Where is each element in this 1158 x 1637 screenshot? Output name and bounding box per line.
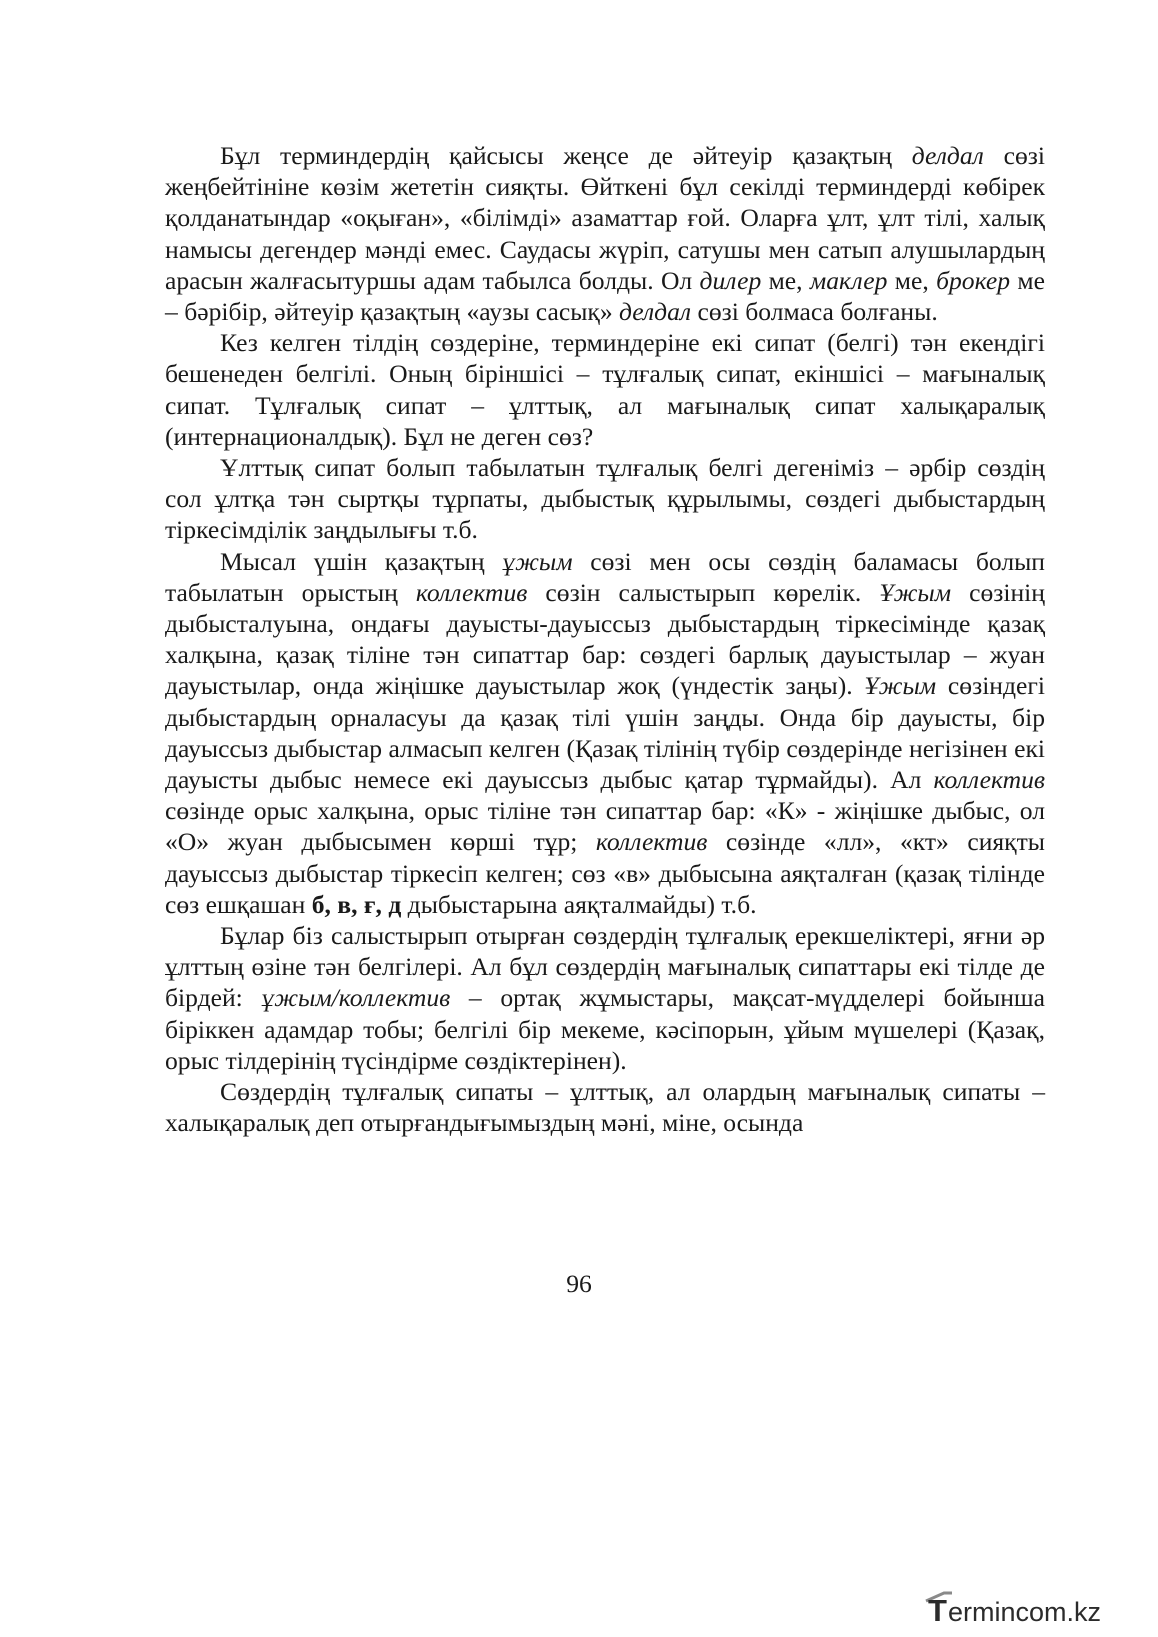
italic-term: маклер [809,265,888,295]
text-run: сөзі мен осы сөздің баламасы болып табылатын орыстың [165,546,1046,607]
paragraph [165,327,1045,452]
paragraph [165,1076,1045,1138]
text-run: сөзі болмаса болғаны. [691,297,938,327]
italic-term: ұжым/коллектив [261,983,451,1013]
svg-text:T: T [928,1593,947,1628]
paragraph [165,452,1045,546]
italic-term: дилер [699,265,762,295]
text-run: Бұл терминдердің қайсысы жеңсе де әйтеуір қазақтың [220,141,912,170]
text-run: ме, [887,265,937,295]
italic-term: брокер [936,265,1011,295]
text-run: Кез келген тілдің сөздеріне, терминдеріне екі сипат (белгі) тән екендігі бешенеден белгілі. Оның біріншісі – тұлғалық сипат, екіншісі – мағыналық сипат. Тұлғалық сипат – ұлттық, ал мағыналық сипат халықаралық (интернационалдық). Бұл не деген сөз? [165,328,1045,451]
text-run: сөзін салыстырып көрелік. [527,577,880,607]
text-run: Мысал үшін қазақтың [220,546,503,576]
text-run: Сөздердің тұлғалық сипаты – ұлттық, ал олардың мағыналық сипаты – халықаралық деп отырғандығымыздың мәні, міне, осында [165,1077,1045,1138]
text-run: дыбыстарына аяқталмайды) т.б. [401,889,757,919]
text-run: ме – бәрібір, әйтеуір қазақтың «аузы сасық» [165,265,1045,327]
italic-term: коллектив [595,827,708,857]
site-watermark-logo [922,1585,1142,1631]
italic-term: ұжым [502,546,573,576]
text-run: ме, [761,265,810,295]
italic-term: коллектив [415,577,528,607]
italic-term: делдал [911,141,984,170]
paragraph [165,920,1045,1076]
text-run: сөзінің дыбысталуына, ондағы дауысты-дауыссыз дыбыстардың тіркесімінде қазақ халқына, қазақ тіліне тән сипаттар бар: сөздегі барлық дауыстылар – жуан дауыстылар, онда жіңішке дауыстылар жоқ (үндестік заңы). [165,577,1045,701]
text-run: сөзінде «лл», «кт» сияқты дауыссыз дыбыстар тіркесіп келген; сөз «в» дыбысына аяқталған (қазақ тілінде сөз ешқашан [165,827,1046,919]
italic-term: Ұжым [879,577,952,607]
italic-term: делдал [619,297,692,327]
text-run: Бұлар біз салыстырып отырған сөздердің тұлғалық ерекшеліктері, яғни әр ұлттың өзіне тән белгілері. Ал бұл сөздердің мағыналық сипаттары екі тілде де бірдей: [165,921,1045,1013]
italic-term: коллектив [933,765,1045,795]
italic-term: Ұжым [864,671,937,701]
paragraph [165,140,1045,327]
bold-letters: б, в, ғ, д [311,889,402,919]
document-body [165,140,1045,1139]
text-run: сөзінде орыс халқына, орыс тіліне тән сипаттар бар: «К» - жіңішке дыбыс, ол «О» жуан дыбысымен көрші тұр; [165,796,1045,857]
paragraph [165,546,1045,920]
text-run: сөзі жеңбейтініне көзім жететін сияқты. Өйткені бұл секілді терминдерді көбірек қолданатындар «оқыған», «білімді» азаматтар ғой. Оларға ұлт, ұлт тілі, халық намысы дегендер мәнді емес. Саудасы жүріп, сатушы мен сатып алушылардың арасын жалғасытуршы адам табылса болды. Ол [165,141,1045,295]
svg-text:ermincom.kz: ermincom.kz [948,1597,1102,1627]
text-run: Ұлттық сипат болып табылатын тұлғалық белгі дегеніміз – әрбір сөздің сол ұлтқа тән сыртқы тұрпаты, дыбыстық құрылымы, сөздегі дыбыстардың тіркесімділік заңдылығы т.б. [165,453,1045,545]
text-run: сөзіндегі дыбыстардың орналасуы да қазақ тілі үшін заңды. Онда бір дауысты, бір дауыссыз дыбыстар алмасып келген (Қазақ тілінің түбір сөздерінде негізінен екі дауысты дыбыс немесе екі дауыссыз дыбыс қатар тұрмайды). Ал [165,671,1045,795]
page-number: 96 [566,1269,592,1298]
text-run: – ортақ жұмыстары, мақсат-мүдделері бойынша біріккен адамдар тобы; белгілі бір мекеме, кәсіпорын, ұйым мүшелері (Қазақ, орыс тілдерінің түсіндірме сөздіктерінен). [165,983,1045,1075]
